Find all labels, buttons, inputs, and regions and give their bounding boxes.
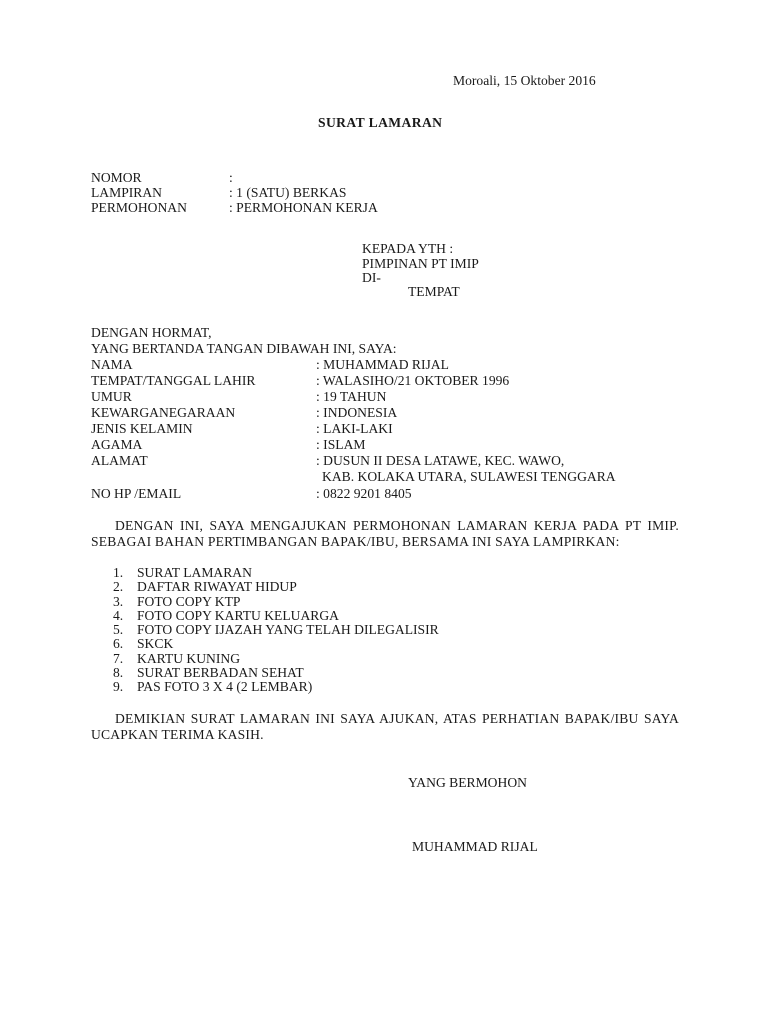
list-number: 2. (113, 579, 124, 595)
letter-title: SURAT LAMARAN (318, 115, 443, 130)
identity-value: : WALASIHO/21 OKTOBER 1996 (316, 373, 510, 388)
field-label: LAMPIRAN (91, 185, 162, 200)
list-number: 1. (113, 565, 124, 580)
identity-label: JENIS KELAMIN (91, 421, 193, 436)
body-paragraph: DENGAN INI, SAYA MENGAJUKAN PERMOHONAN LAMARAN KERJA PADA PT IMIP. SEBAGAI BAHAN PERTIMBANGAN BAPAK/IBU, BERSAMA INI SAYA LAMPIRKAN: (91, 518, 679, 549)
identity-value: : INDONESIA (316, 405, 398, 420)
list-text: FOTO COPY KARTU KELUARGA (137, 607, 339, 623)
list-number: 3. (113, 593, 124, 609)
greeting: DENGAN HORMAT, (91, 325, 212, 340)
list-text: KARTU KUNING (137, 650, 241, 666)
list-text: SKCK (137, 636, 174, 652)
recipient-line: DI- (362, 270, 381, 285)
list-text: SURAT LAMARAN (137, 565, 252, 580)
identity-value: : DUSUN II DESA LATAWE, KEC. WAWO, (316, 453, 565, 468)
identity-label: ALAMAT (91, 453, 148, 468)
identity-label: NAMA (91, 357, 133, 372)
recipient-company: PIMPINAN PT IMIP (362, 256, 479, 271)
list-text: FOTO COPY KTP (137, 593, 241, 609)
list-number: 7. (113, 650, 124, 666)
recipient-line: KEPADA YTH : (362, 241, 454, 256)
recipient-place: TEMPAT (408, 284, 460, 299)
closing-paragraph: DEMIKIAN SURAT LAMARAN INI SAYA AJUKAN, ATAS PERHATIAN BAPAK/IBU SAYA UCAPKAN TERIMA KASIH. (91, 711, 679, 742)
identity-value: : 0822 9201 8405 (316, 486, 412, 501)
list-number: 8. (113, 665, 124, 681)
list-number: 6. (113, 636, 124, 652)
identity-label: KEWARGANEGARAAN (91, 405, 236, 420)
field-label: PERMOHONAN (91, 200, 187, 215)
list-number: 4. (113, 607, 124, 623)
identity-value: : LAKI-LAKI (316, 421, 393, 436)
identity-label: AGAMA (91, 437, 143, 452)
field-value: : PERMOHONAN KERJA (229, 200, 378, 215)
identity-value: : MUHAMMAD RIJAL (316, 357, 449, 372)
signoff: YANG BERMOHON (408, 775, 527, 790)
list-number: 5. (113, 622, 124, 638)
identity-label: TEMPAT/TANGGAL LAHIR (91, 373, 256, 388)
identity-label: NO HP /EMAIL (91, 486, 182, 501)
field-value: : (229, 170, 233, 185)
identity-value: KAB. KOLAKA UTARA, SULAWESI TENGGARA (322, 469, 616, 484)
list-text: FOTO COPY IJAZAH YANG TELAH DILEGALISIR (137, 622, 439, 638)
identity-label: UMUR (91, 389, 132, 404)
list-text: SURAT BERBADAN SEHAT (137, 665, 304, 681)
place-date: Moroali, 15 Oktober 2016 (453, 73, 596, 88)
list-text: DAFTAR RIWAYAT HIDUP (137, 579, 297, 595)
field-label: NOMOR (91, 170, 142, 185)
identity-value: : ISLAM (316, 437, 366, 452)
identity-value: : 19 TAHUN (316, 389, 387, 404)
field-value: : 1 (SATU) BERKAS (229, 185, 347, 200)
list-text: PAS FOTO 3 X 4 (2 LEMBAR) (137, 679, 313, 695)
list-number: 9. (113, 679, 124, 695)
signer-name: MUHAMMAD RIJAL (412, 839, 538, 854)
intro-line: YANG BERTANDA TANGAN DIBAWAH INI, SAYA: (91, 341, 397, 356)
